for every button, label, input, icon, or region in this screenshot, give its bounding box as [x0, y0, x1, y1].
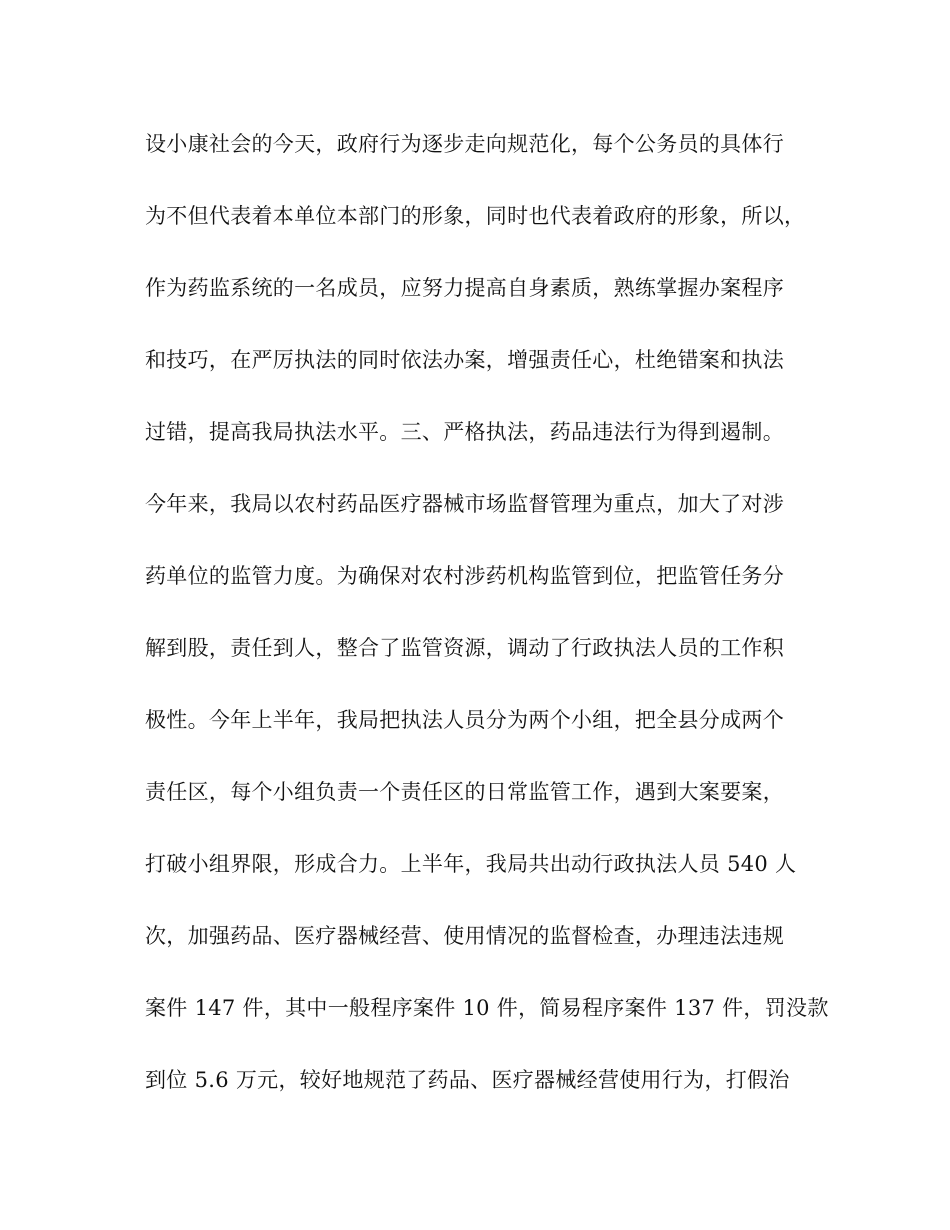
- text-line: 解到股，责任到人，整合了监管资源，调动了行政执法人员的工作积: [145, 636, 784, 660]
- text-line: 次，加强药品、医疗器械经营、使用情况的监督检查，办理违法违规: [145, 924, 784, 948]
- text-line: 设小康社会的今天，政府行为逐步走向规范化，每个公务员的具体行: [145, 132, 784, 156]
- text-line: 打破小组界限，形成合力。上半年，我局共出动行政执法人员 540 人: [145, 852, 797, 876]
- text-line: 药单位的监管力度。为确保对农村涉药机构监管到位，把监管任务分: [145, 564, 784, 588]
- text-line: 极性。今年上半年，我局把执法人员分为两个小组，把全县分成两个: [145, 708, 784, 732]
- text-line: 为不但代表着本单位本部门的形象，同时也代表着政府的形象，所以，: [145, 204, 806, 228]
- body-text: [145, 124, 829, 1132]
- text-line: 过错，提高我局执法水平。三、严格执法，药品违法行为得到遏制。: [145, 420, 784, 444]
- text-line: 责任区，每个小组负责一个责任区的日常监管工作，遇到大案要案，: [145, 780, 784, 804]
- text-line: 今年来，我局以农村药品医疗器械市场监督管理为重点，加大了对涉: [145, 492, 784, 516]
- text-line: 作为药监系统的一名成员，应努力提高自身素质，熟练掌握办案程序: [145, 276, 784, 300]
- text-line: 案件 147 件，其中一般程序案件 10 件，简易程序案件 137 件，罚没款: [145, 996, 829, 1020]
- text-line: 到位 5.6 万元，较好地规范了药品、医疗器械经营使用行为，打假治: [145, 1068, 790, 1092]
- text-line: 和技巧，在严厉执法的同时依法办案，增强责任心，杜绝错案和执法: [145, 348, 784, 372]
